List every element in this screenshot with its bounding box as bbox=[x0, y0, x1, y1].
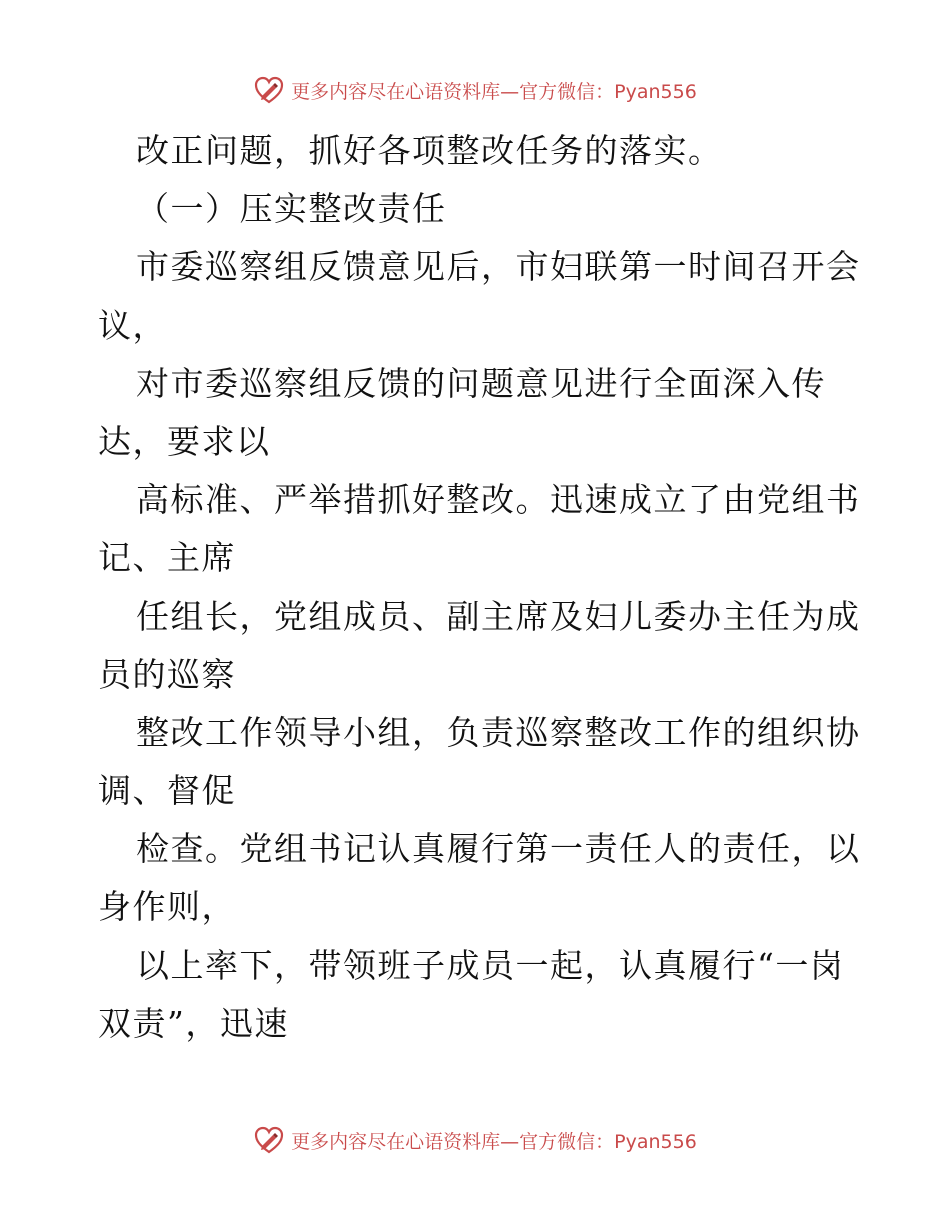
paragraph-line: 改正问题，抓好各项整改任务的落实。 bbox=[136, 131, 723, 170]
footer-banner-text: 更多内容尽在心语资料库—官方微信：Pyan556 bbox=[291, 1130, 697, 1153]
paragraph-line: 任组长，党组成员、副主席及妇儿委办主任为成 bbox=[136, 596, 861, 636]
paragraph-line: 对市委巡察组反馈的问题意见进行全面深入传 bbox=[136, 363, 826, 403]
header-banner-content bbox=[253, 74, 697, 106]
paragraph-line: 以上率下，带领班子成员一起，认真履行“一岗 bbox=[136, 945, 845, 985]
heart-pen-logo-icon bbox=[253, 74, 285, 106]
section-heading: （一）压实整改责任 bbox=[136, 189, 447, 229]
footer-banner-content bbox=[253, 1124, 697, 1156]
header-banner-text: 更多内容尽在心语资料库—官方微信：Pyan556 bbox=[291, 80, 697, 103]
paragraph-line: 调、督促 bbox=[98, 771, 236, 811]
paragraph-line: 双责”，迅速 bbox=[98, 1003, 289, 1043]
paragraph-line: 整改工作领导小组，负责巡察整改工作的组织协 bbox=[136, 712, 861, 752]
paragraph-line: 检查。党组书记认真履行第一责任人的责任，以 bbox=[136, 829, 861, 869]
paragraph-line: 议， bbox=[98, 305, 167, 345]
heart-pen-logo-icon bbox=[253, 1124, 285, 1156]
document-body bbox=[98, 122, 861, 1053]
paragraph-line: 身作则， bbox=[98, 887, 236, 927]
footer-banner bbox=[0, 1120, 950, 1160]
paragraph-line: 达，要求以 bbox=[98, 421, 271, 461]
paragraph-line: 高标准、严举措抓好整改。迅速成立了由党组书 bbox=[136, 480, 861, 520]
paragraph-line: 员的巡察 bbox=[98, 654, 236, 694]
paragraph-line: 记、主席 bbox=[98, 538, 236, 578]
paragraph-line: 市委巡察组反馈意见后，市妇联第一时间召开会 bbox=[136, 247, 861, 287]
header-banner bbox=[0, 70, 950, 110]
